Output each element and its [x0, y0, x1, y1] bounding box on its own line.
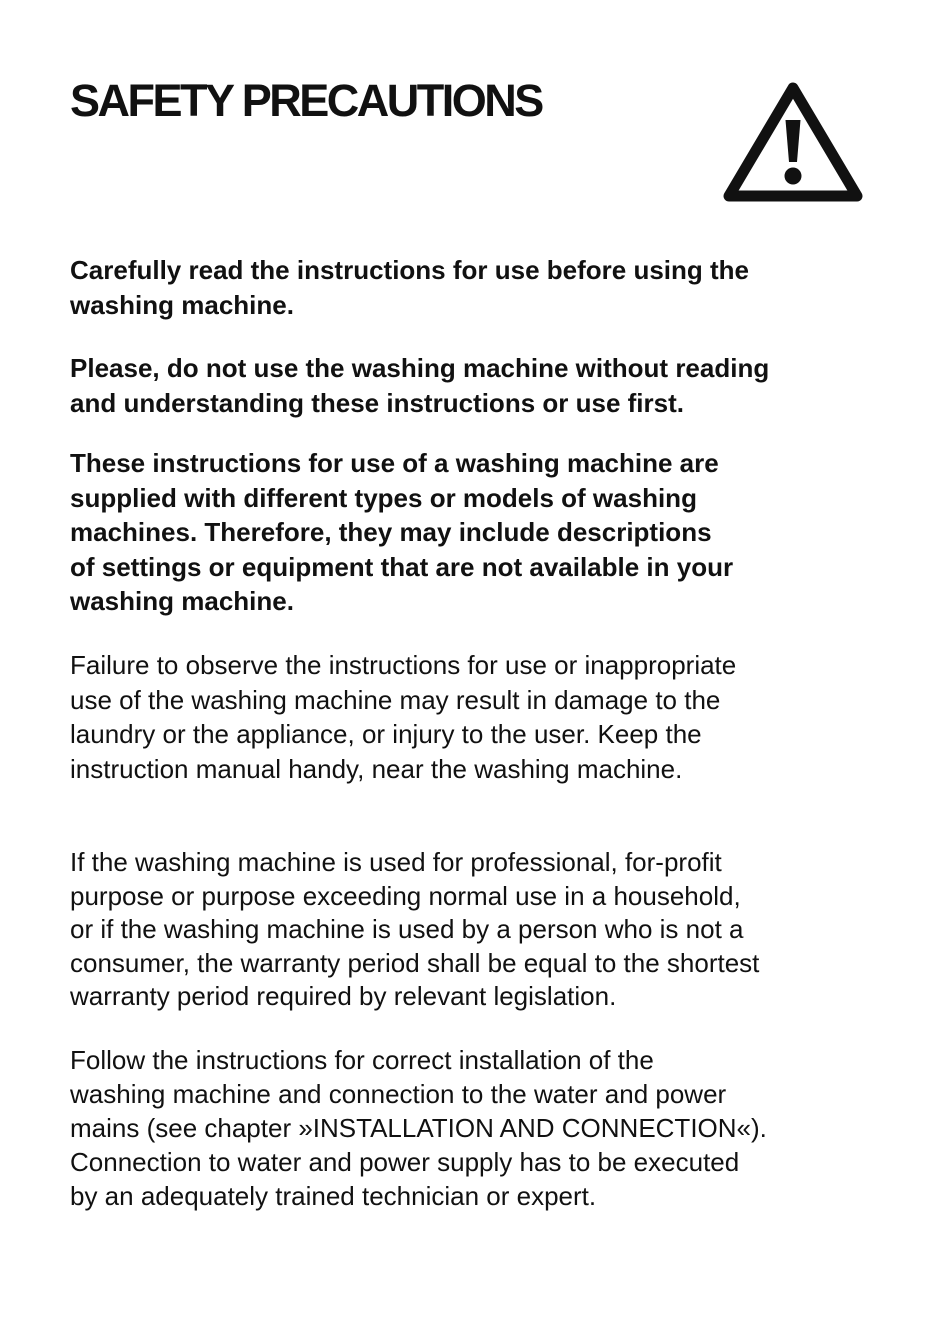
installation-paragraph: Follow the instructions for correct installation of the washing machine and connection to the water and power mains (see chapter »INSTALLATION AND CONNECTION«). Connection to water and power supply has to be executed by an adequately trained technician or expert.	[70, 1045, 767, 1211]
page-title: SAFETY PRECAUTIONS	[70, 75, 542, 126]
intro-do-not-use-without-reading: Please, do not use the washing machine without reading and understanding these instructions or use first.	[70, 353, 770, 418]
intro-read-instructions: Carefully read the instructions for use before using the washing machine.	[70, 255, 750, 320]
failure-to-observe-paragraph: Failure to observe the instructions for use or inappropriate use of the washing machine may result in damage to the laundry or the appliance, or injury to the user. Keep the instruction manual handy, near the washing machine.	[70, 650, 737, 784]
warranty-paragraph: If the washing machine is used for professional, for-profit purpose or purpose exceeding normal use in a household, or if the washing machine is used by a person who is not a consumer, the warranty period shall be equal to the shortest warranty period required by relevant legislation.	[70, 847, 760, 1011]
warning-triangle-icon	[721, 80, 865, 206]
intro-models-disclaimer: These instructions for use of a washing machine are supplied with different types or models of washing machines. Therefore, they may include descriptions of settings or equipment that are not available in your washing machine.	[70, 448, 734, 616]
